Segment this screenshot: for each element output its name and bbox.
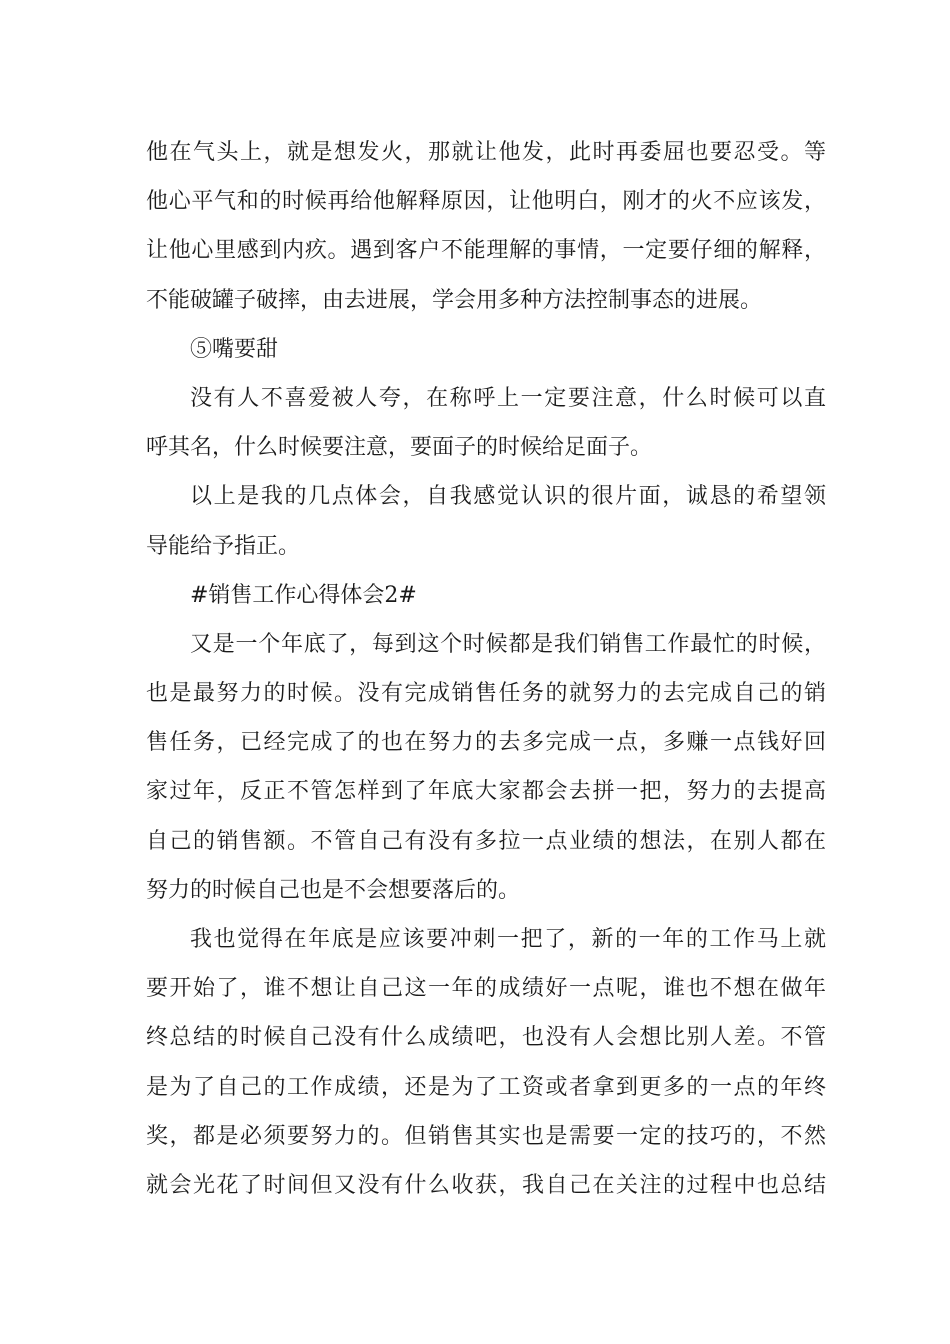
text-line: 终总结的时候自己没有什么成绩吧，也没有人会想比别人差。不管 — [146, 1025, 826, 1051]
text-line: 没有人不喜爱被人夸，在称呼上一定要注意，什么时候可以直 — [190, 385, 826, 411]
text-line: 以上是我的几点体会，自我感觉认识的很片面，诚恳的希望领 — [190, 484, 826, 510]
section-heading: #销售工作心得体会2# — [190, 582, 417, 608]
body-text — [146, 128, 826, 1210]
text-line: 也是最努力的时候。没有完成销售任务的就努力的去完成自己的销 — [146, 681, 826, 707]
text-line: 不能破罐子破摔，由去进展，学会用多种方法控制事态的进展。 — [146, 287, 763, 313]
text-line: 让他心里感到内疚。遇到客户不能理解的事情，一定要仔细的解释， — [146, 238, 826, 264]
text-line: 要开始了，谁不想让自己这一年的成绩好一点呢，谁也不想在做年 — [146, 976, 826, 1002]
text-line: 导能给予指正。 — [146, 533, 301, 559]
text-line: 就会光花了时间但又没有什么收获，我自己在关注的过程中也总结 — [146, 1172, 826, 1198]
text-line: 自己的销售额。不管自己有没有多拉一点业绩的想法，在别人都在 — [146, 828, 826, 854]
text-line: 售任务，已经完成了的也在努力的去多完成一点，多赚一点钱好回 — [146, 730, 826, 756]
section-heading: ⑤嘴要甜 — [190, 336, 279, 362]
text-line: 奖，都是必须要努力的。但销售其实也是需要一定的技巧的，不然 — [146, 1123, 826, 1149]
text-line: 呼其名，什么时候要注意，要面子的时候给足面子。 — [146, 435, 653, 461]
text-line: 他在气头上，就是想发火，那就让他发，此时再委屈也要忍受。等 — [146, 140, 826, 165]
text-line: 家过年，反正不管怎样到了年底大家都会去拼一把，努力的去提高 — [146, 779, 826, 805]
text-line: 努力的时候自己也是不会想要落后的。 — [146, 877, 521, 903]
text-line: 是为了自己的工作成绩，还是为了工资或者拿到更多的一点的年终 — [146, 1074, 826, 1100]
text-line: 他心平气和的时候再给他解释原因，让他明白，刚才的火不应该发， — [146, 189, 826, 215]
text-line: 我也觉得在年底是应该要冲刺一把了，新的一年的工作马上就 — [190, 927, 826, 952]
text-line: 又是一个年底了，每到这个时候都是我们销售工作最忙的时候， — [190, 631, 826, 657]
